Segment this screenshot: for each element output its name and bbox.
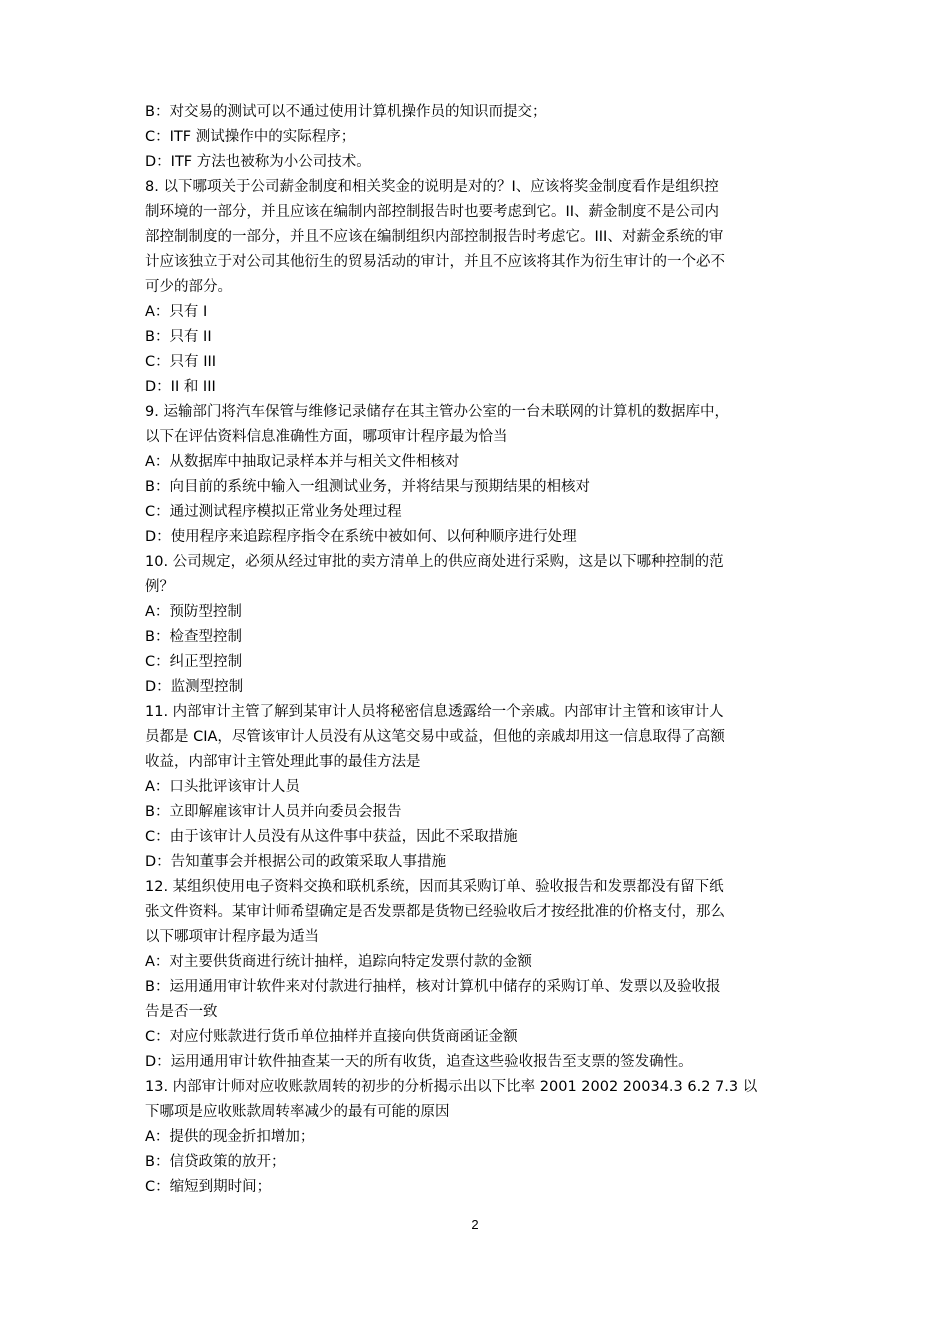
text-line: 制环境的一部分，并且应该在编制内部控制报告时也要考虑到它。II、薪金制度不是公司内: [145, 204, 720, 220]
text-line: B：运用通用审计软件来对付款进行抽样，核对计算机中储存的采购订单、发票以及验收报: [145, 979, 721, 995]
text-line: D：监测型控制: [145, 679, 244, 695]
text-line: 10. 公司规定，必须从经过审批的卖方清单上的供应商处进行采购，这是以下哪种控制的范: [145, 554, 724, 570]
text-line: D：运用通用审计软件抽查某一天的所有收货，追查这些验收报告至支票的签发确性。: [145, 1054, 693, 1070]
text-line: C：缩短到期时间；: [145, 1179, 272, 1195]
text-line: A：提供的现金折扣增加；: [145, 1129, 315, 1145]
text-line: A：只有 I: [145, 304, 208, 320]
text-line: B：检查型控制: [145, 629, 242, 645]
text-line: 12. 某组织使用电子资料交换和联机系统，因而其采购订单、验收报告和发票都没有留下纸: [145, 879, 724, 895]
text-line: 下哪项是应收账款周转率减少的最有可能的原因: [145, 1104, 450, 1120]
text-line: D：使用程序来追踪程序指令在系统中被如何、以何种顺序进行处理: [145, 529, 577, 545]
text-line: 收益，内部审计主管处理此事的最佳方法是: [145, 754, 421, 770]
text-line: 8. 以下哪项关于公司薪金制度和相关奖金的说明是对的？I、应该将奖金制度看作是组织控: [145, 179, 719, 195]
text-line: A：从数据库中抽取记录样本并与相关文件相核对: [145, 454, 460, 470]
text-line: B：向目前的系统中输入一组测试业务，并将结果与预期结果的相核对: [145, 479, 590, 495]
text-line: 以下在评估资料信息准确性方面，哪项审计程序最为恰当: [145, 429, 508, 445]
text-line: D：II 和 III: [145, 379, 216, 395]
text-line: D：ITF 方法也被称为小公司技术。: [145, 154, 371, 170]
text-line: C：通过测试程序模拟正常业务处理过程: [145, 504, 402, 520]
text-line: B：信贷政策的放开；: [145, 1154, 286, 1170]
text-line: B：只有 II: [145, 329, 212, 345]
text-line: C：ITF 测试操作中的实际程序；: [145, 129, 356, 145]
text-line: 员都是 CIA，尽管该审计人员没有从这笔交易中或益，但他的亲戚却用这一信息取得了高额: [145, 729, 725, 745]
text-line: 张文件资料。某审计师希望确定是否发票都是货物已经验收后才按经批准的价格支付，那么: [145, 904, 725, 920]
page-number: 2: [471, 1217, 479, 1232]
text-line: 11. 内部审计主管了解到某审计人员将秘密信息透露给一个亲戚。内部审计主管和该审计人: [145, 704, 724, 720]
text-line: C：纠正型控制: [145, 654, 243, 670]
text-line: 以下哪项审计程序最为适当: [145, 929, 319, 945]
text-line: 13. 内部审计师对应收账款周转的初步的分析揭示出以下比率 2001 2002 20034.3 6.2 7.3 以: [145, 1079, 758, 1095]
text-line: 部控制制度的一部分，并且不应该在编制组织内部控制报告时考虑它。III、对薪金系统的审: [145, 229, 724, 245]
text-line: C：由于该审计人员没有从这件事中获益，因此不采取措施: [145, 829, 518, 845]
text-line: A：对主要供货商进行统计抽样，追踪向特定发票付款的金额: [145, 954, 532, 970]
page-body: [145, 100, 817, 1200]
text-line: 9. 运输部门将汽车保管与维修记录储存在其主管办公室的一台未联网的计算机的数据库中，: [145, 404, 729, 420]
text-line: C：对应付账款进行货币单位抽样并直接向供货商函证金额: [145, 1029, 518, 1045]
text-line: A：口头批评该审计人员: [145, 779, 300, 795]
text-line: A：预防型控制: [145, 604, 242, 620]
text-line: C：只有 III: [145, 354, 217, 370]
text-line: 可少的部分。: [145, 279, 232, 295]
text-line: B：对交易的测试可以不通过使用计算机操作员的知识而提交；: [145, 104, 547, 120]
text-line: 计应该独立于对公司其他衍生的贸易活动的审计，并且不应该将其作为衍生审计的一个必不: [145, 254, 725, 270]
text-line: D：告知董事会并根据公司的政策采取人事措施: [145, 854, 447, 870]
text-line: 告是否一致: [145, 1004, 218, 1020]
text-line: B：立即解雇该审计人员并向委员会报告: [145, 804, 402, 820]
text-line: 例？: [145, 579, 174, 595]
